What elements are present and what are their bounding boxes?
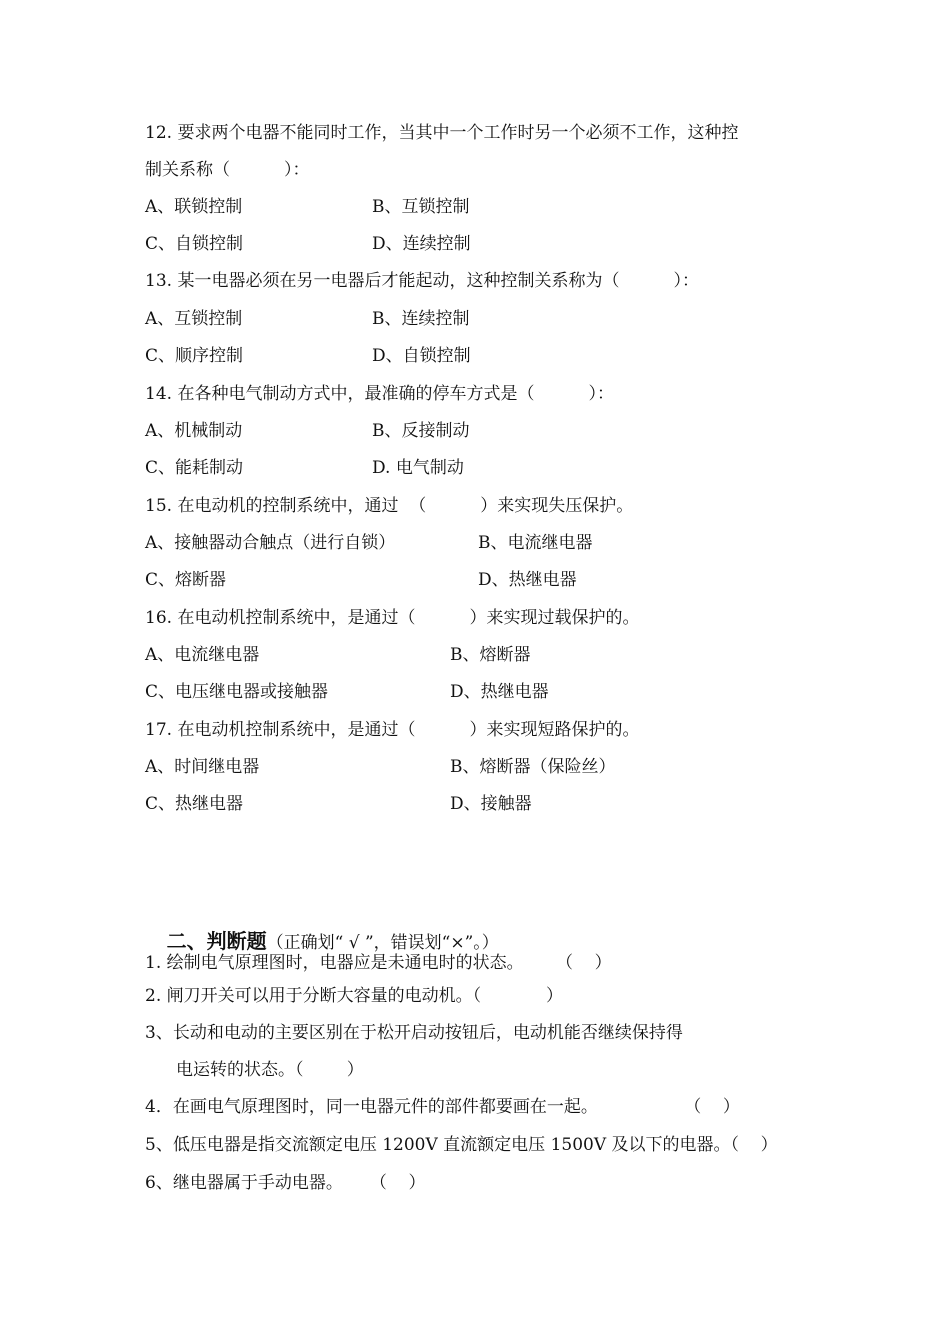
tf-item-5: 5、低压电器是指交流额定电压 1200V 直流额定电压 1500V 及以下的电器。（ ） (145, 1135, 778, 1155)
question-13-option-c: C、顺序控制 (145, 346, 244, 366)
section-2-note: （正确划“ √ ”，错误划“×”。） (266, 933, 499, 953)
question-17-line-1: 17. 在电动机控制系统中，是通过（ ）来实现短路保护的。 (145, 720, 640, 740)
question-14-option-a: A、机械制动 (145, 421, 243, 441)
tf-item-3-line-1: 3、长动和电动的主要区别在于松开启动按钮后，电动机能否继续保持得 (145, 1023, 683, 1043)
question-15-option-c: C、熔断器 (145, 570, 227, 590)
question-14-option-b: B、反接制动 (372, 421, 470, 441)
question-12-option-c: C、自锁控制 (145, 234, 244, 254)
question-12-line-2: 制关系称（ ）： (145, 160, 310, 180)
question-15-option-a: A、接触器动合触点（进行自锁） (145, 533, 396, 553)
question-17-option-b: B、熔断器（保险丝） (450, 757, 616, 777)
question-16-option-d: D、热继电器 (450, 682, 549, 702)
tf-item-1: 1. 绘制电气原理图时，电器应是未通电时的状态。 （ ） (145, 953, 612, 973)
question-17-option-a: A、时间继电器 (145, 757, 260, 777)
question-12-option-b: B、互锁控制 (372, 197, 470, 217)
question-17-option-c: C、热继电器 (145, 794, 244, 814)
tf-item-2: 2. 闸刀开关可以用于分断大容量的电动机。（ ） (145, 986, 563, 1006)
question-17-option-d: D、接触器 (450, 794, 532, 814)
question-12-line-1: 12. 要求两个电器不能同时工作，当其中一个工作时另一个必须不工作，这种控 (145, 123, 739, 143)
question-12-option-d: D、连续控制 (372, 234, 471, 254)
question-15-option-d: D、热继电器 (478, 570, 577, 590)
question-15-option-b: B、电流继电器 (478, 533, 593, 553)
question-14-option-c: C、能耗制动 (145, 458, 244, 478)
question-14-line-1: 14. 在各种电气制动方式中，最准确的停车方式是（ ）： (145, 384, 614, 404)
tf-item-3-line-2: 电运转的状态。（ ） (176, 1060, 364, 1080)
question-16-line-1: 16. 在电动机控制系统中，是通过（ ）来实现过载保护的。 (145, 608, 640, 628)
question-16-option-a: A、电流继电器 (145, 645, 260, 665)
question-13-option-b: B、连续控制 (372, 309, 470, 329)
question-14-option-d: D. 电气制动 (372, 458, 464, 478)
question-13-option-d: D、自锁控制 (372, 346, 471, 366)
question-16-option-c: C、电压继电器或接触器 (145, 682, 329, 702)
tf-item-6: 6、继电器属于手动电器。 （ ） (145, 1173, 426, 1193)
question-13-option-a: A、互锁控制 (145, 309, 243, 329)
tf-item-4: 4．在画电气原理图时，同一电器元件的部件都要画在一起。 （ ） (145, 1097, 740, 1117)
question-16-option-b: B、熔断器 (450, 645, 531, 665)
question-15-line-1: 15. 在电动机的控制系统中，通过 （ ）来实现失压保护。 (145, 496, 634, 516)
section-2-title: 二、判断题 (166, 929, 267, 953)
question-12-option-a: A、联锁控制 (145, 197, 243, 217)
question-13-line-1: 13. 某一电器必须在另一电器后才能起动，这种控制关系称为（ ）： (145, 271, 699, 291)
